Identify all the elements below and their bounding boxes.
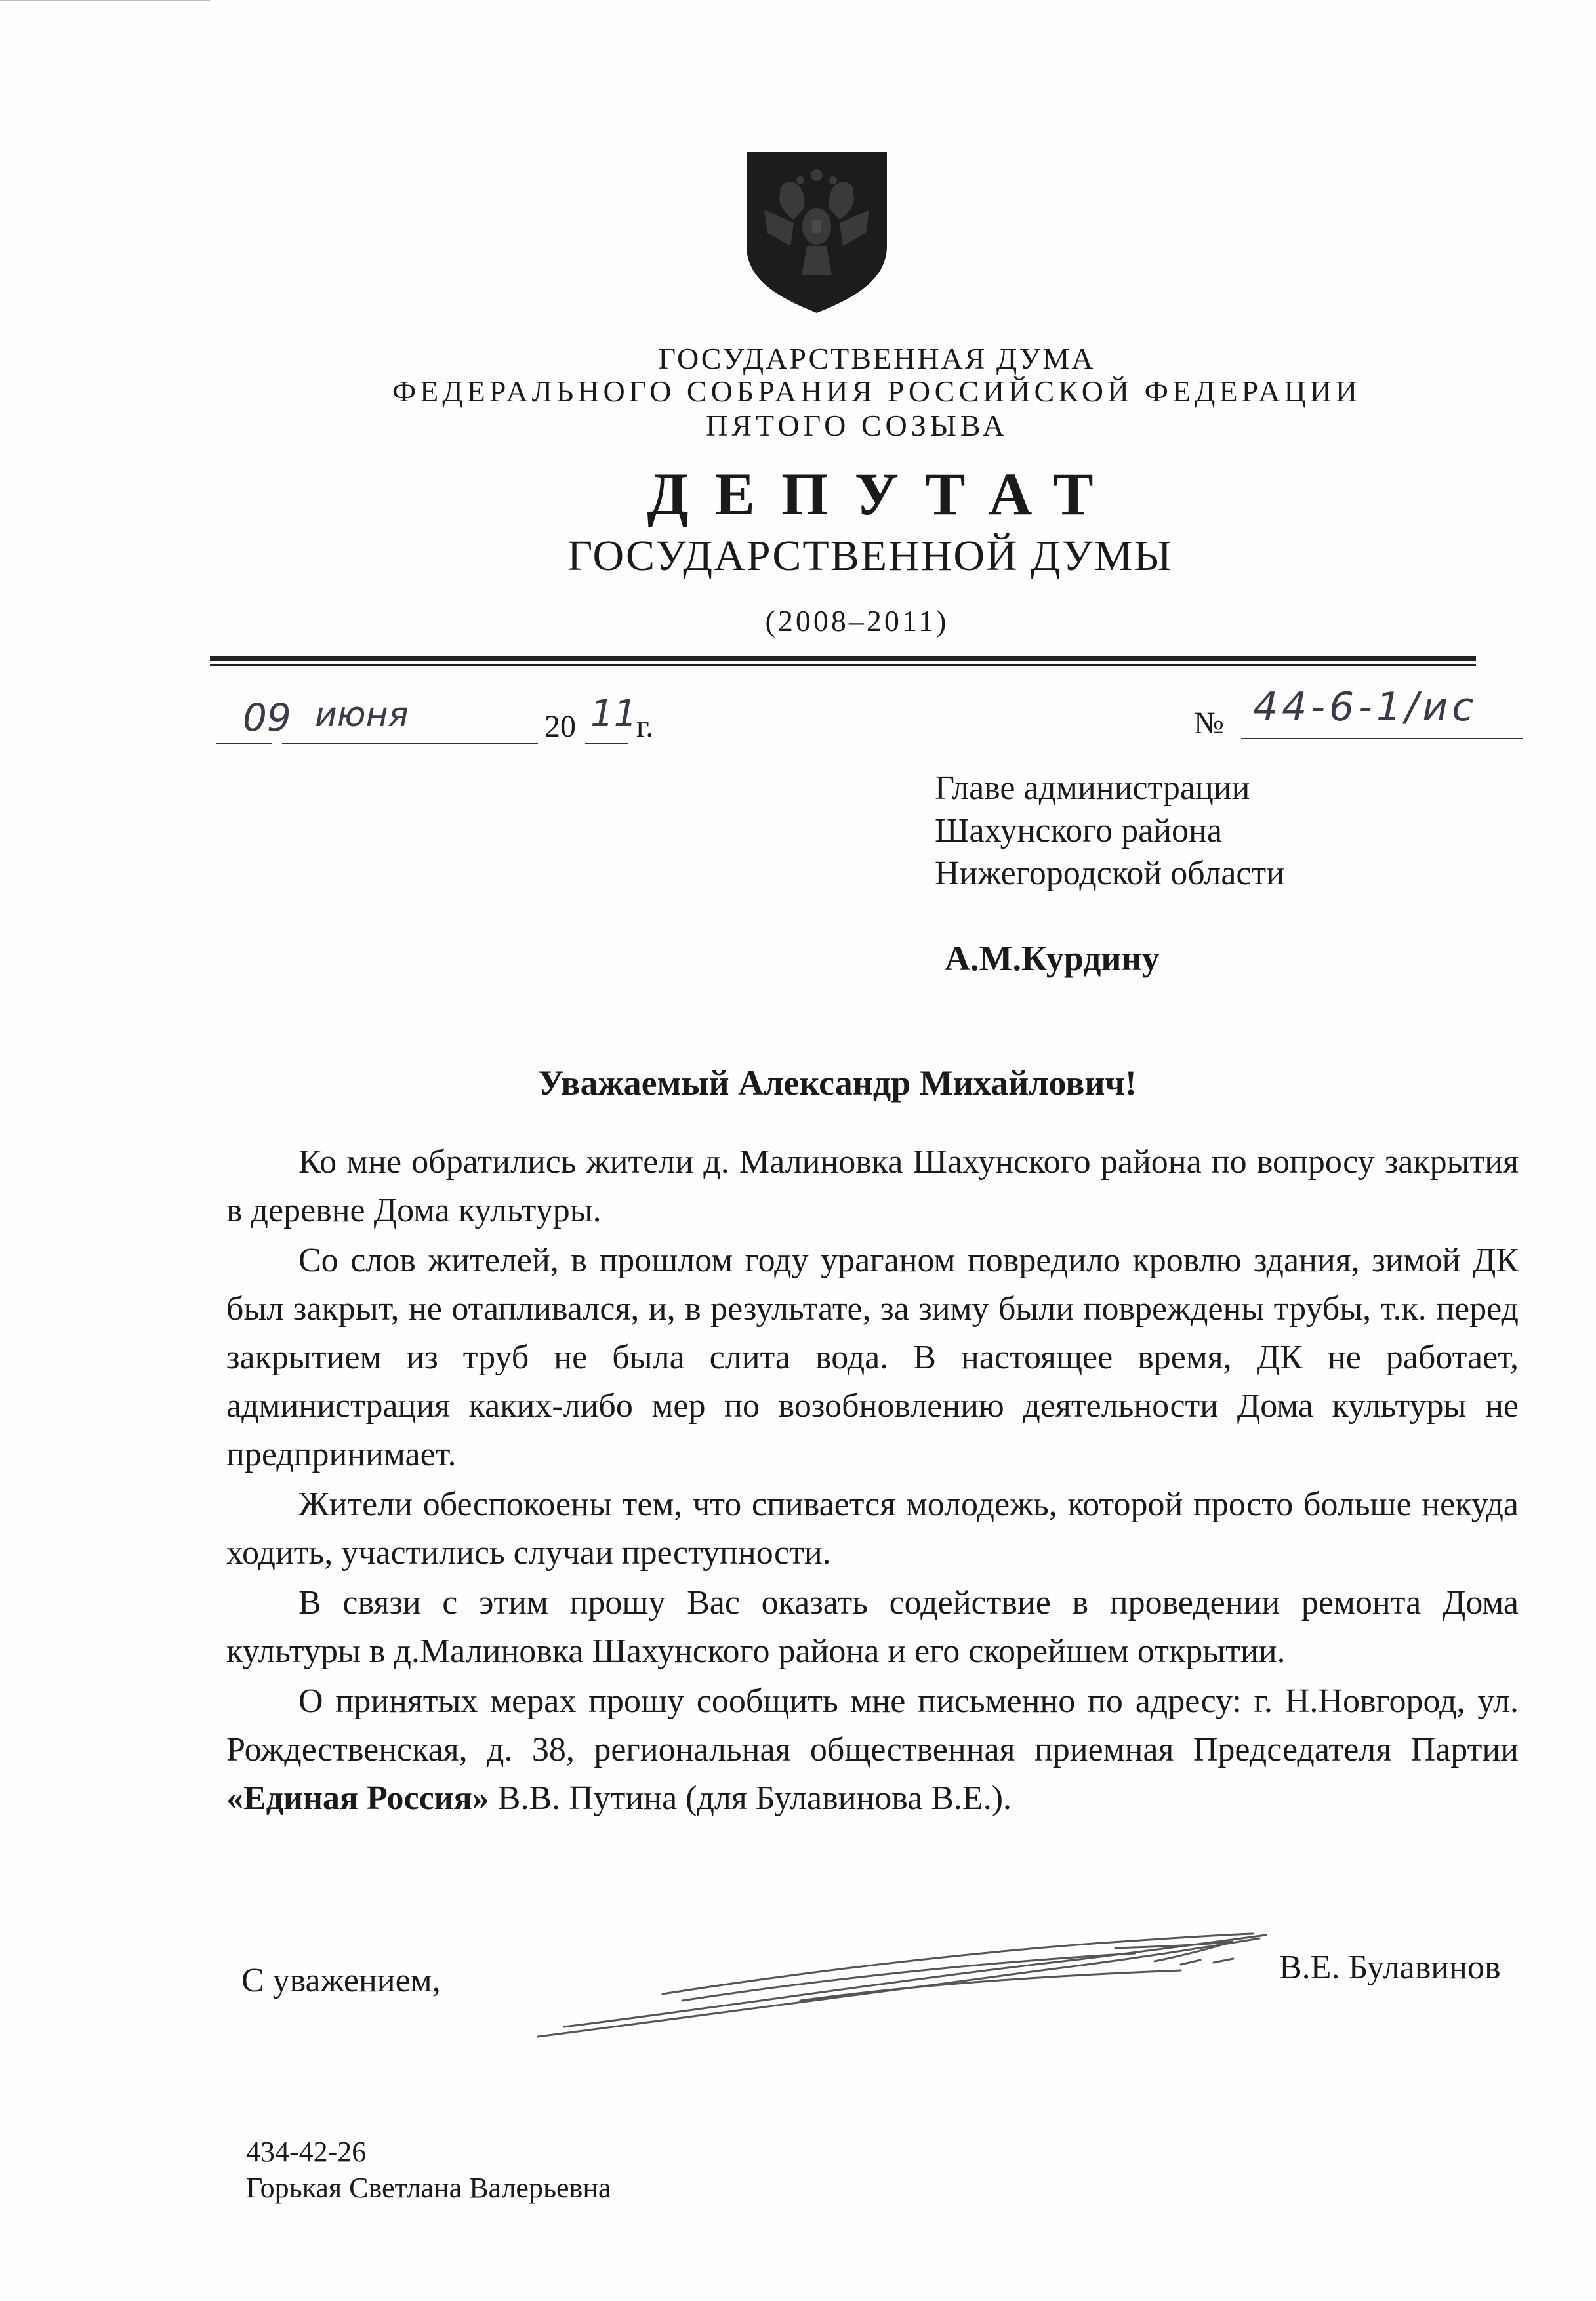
coat-of-arms-icon xyxy=(741,148,892,315)
date-suffix: г. xyxy=(636,709,654,744)
letter-date xyxy=(216,695,676,748)
executor-name: Горькая Светлана Валерьевна xyxy=(246,2172,611,2204)
addressee-line2: Шахунского района xyxy=(935,812,1222,849)
number-value: 44-6-1/ис xyxy=(1253,684,1478,730)
handwritten-signature xyxy=(525,1902,1299,2046)
date-century: 20 xyxy=(544,709,576,744)
header-rule-thin xyxy=(210,664,1476,666)
scan-edge-artifact xyxy=(0,0,210,1)
date-year: 11 xyxy=(590,693,638,735)
date-month-underline xyxy=(282,743,538,744)
closing-regards: С уважением, xyxy=(241,1962,441,1999)
executor-phone: 434-42-26 xyxy=(246,2136,367,2168)
header-rule-thick xyxy=(210,656,1476,661)
header-deputy-title: ДЕПУТАТ xyxy=(647,460,1120,527)
salutation: Уважаемый Александр Михайлович! xyxy=(538,1063,1137,1103)
header-duma-title: ГОСУДАРСТВЕННОЙ ДУМЫ xyxy=(567,532,1173,580)
header-org-line3: ПЯТОГО СОЗЫВА xyxy=(706,409,1008,442)
letter-number xyxy=(1194,684,1535,741)
signer-name: В.Е. Булавинов xyxy=(1279,1949,1501,1986)
body-paragraph-5 xyxy=(226,1677,1519,1823)
date-day-underline xyxy=(216,743,272,744)
body-paragraph-3: Жители обеспокоены тем, что спивается молодежь, которой просто больше некуда ходить, участились случаи преступности. xyxy=(226,1486,1519,1572)
body-paragraph-5-end: В.В. Путина (для Булавинова В.Е.). xyxy=(489,1780,1012,1817)
party-name: «Единая Россия» xyxy=(226,1780,489,1817)
letter-body xyxy=(226,1138,1519,1824)
header-org-line1: ГОСУДАРСТВЕННАЯ ДУМА xyxy=(658,342,1095,375)
header-org-line2: ФЕДЕРАЛЬНОГО СОБРАНИЯ РОССИЙСКОЙ ФЕДЕРАЦИИ xyxy=(392,375,1362,408)
number-sign: № xyxy=(1194,706,1224,741)
header-convocation-years: (2008–2011) xyxy=(765,604,949,638)
body-paragraph-4: В связи с этим прошу Вас оказать содействие в проведении ремонта Дома культуры в д.Малиновка Шахунского района и его скорейшем открытии. xyxy=(226,1584,1519,1670)
date-year-underline xyxy=(585,743,628,744)
date-month: июня xyxy=(315,695,409,735)
date-day: 09 xyxy=(243,695,291,740)
number-underline xyxy=(1241,738,1523,739)
addressee-line1: Главе администрации xyxy=(935,769,1250,807)
body-paragraph-5-start: О принятых мерах прошу сообщить мне письменно по адресу: г. Н.Новгород, ул. Рождественская, д. 38, региональная общественная приемная Председателя Партии xyxy=(226,1682,1519,1768)
addressee-name: А.М.Курдину xyxy=(945,939,1160,978)
body-paragraph-2: Со слов жителей, в прошлом году ураганом повредило кровлю здания, зимой ДК был закрыт, не отапливался, и, в результате, за зиму были повреждены трубы, т.к. перед закрытием из труб не была слита вода. В настоящее время, ДК не работает, администрация каких-либо мер по возобновлению деятельности Дома культуры не предпринимает. xyxy=(226,1242,1519,1473)
addressee-line3: Нижегородской области xyxy=(935,855,1285,892)
body-paragraph-1: Ко мне обратились жители д. Малиновка Шахунского района по вопросу закрытия в деревне Дома культуры. xyxy=(226,1143,1519,1229)
